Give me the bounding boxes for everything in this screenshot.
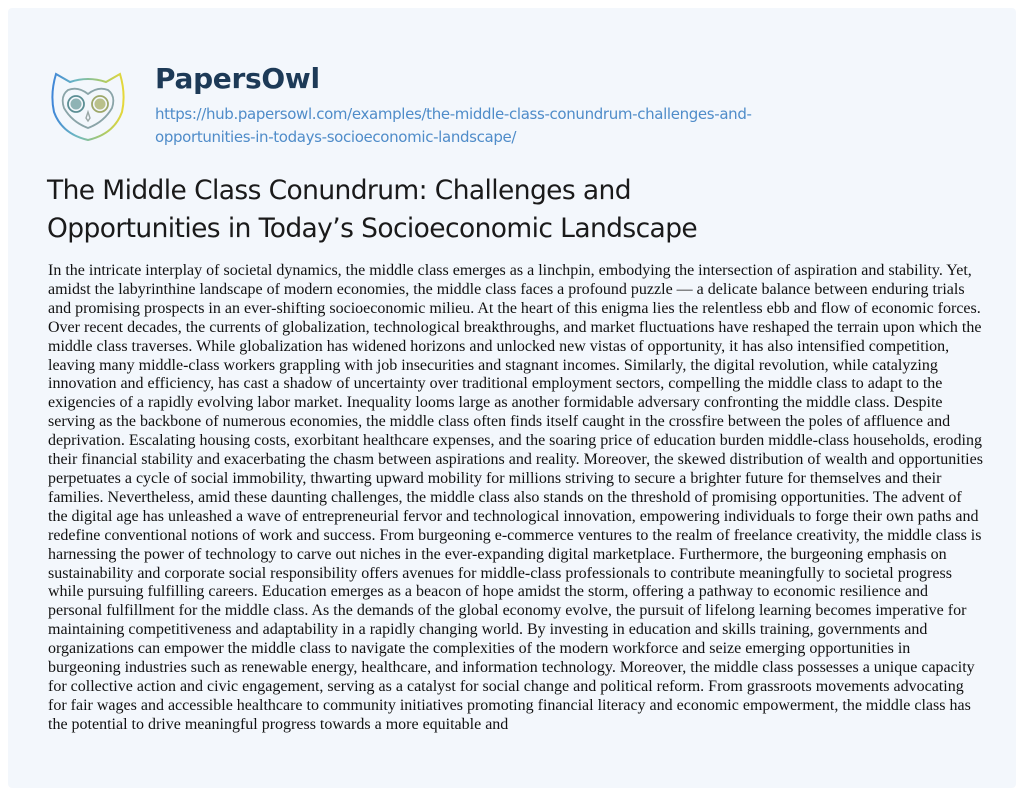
owl-logo-icon — [48, 64, 128, 144]
source-url-line-1[interactable]: https://hub.papersowl.com/examples/the-middle-class-conundrum-challenges-and- — [155, 105, 752, 123]
source-url[interactable] — [155, 103, 855, 149]
source-url-line-2[interactable]: opportunities-in-todays-socioeconomic-landscape/ — [155, 128, 517, 146]
brand-name: PapersOwl — [155, 62, 320, 95]
brand-block — [155, 62, 855, 149]
article-title: The Middle Class Conundrum: Challenges and Opportunities in Today’s Socioeconomic Landscape — [47, 175, 698, 244]
header — [48, 62, 855, 149]
article-body: In the intricate interplay of societal dynamics, the middle class emerges as a linchpin, embodying the intersection of aspiration and stability. Yet, amidst the labyrinthine landscape of modern economies, the middle class faces a profound puzzle — a delicate balance between enduring trials and promising prospects in an ever-shifting socioeconomic milieu. At the heart of this enigma lies the relentless ebb and flow of economic forces. Over recent decades, the currents of globalization, technological breakthroughs, and market fluctuations have reshaped the terrain upon which the middle class traverses. While globalization has widened horizons and unlocked new vistas of opportunity, it has also intensified competition, leaving many middle-class workers grappling with job insecurities and stagnant incomes. Similarly, the digital revolution, while catalyzing innovation and efficiency, has cast a shadow of uncertainty over traditional employment sectors, compelling the middle class to adapt to the exigencies of a rapidly evolving labor market. Inequality looms large as another formidable adversary confronting the middle class. Despite serving as the backbone of numerous economies, the middle class often finds itself caught in the crossfire between the poles of affluence and deprivation. Escalating housing costs, exorbitant healthcare expenses, and the soaring price of education burden middle-class households, eroding their financial stability and exacerbating the chasm between aspirations and reality. Moreover, the skewed distribution of wealth and opportunities perpetuates a cycle of social immobility, thwarting upward mobility for millions striving to secure a brighter future for themselves and their families. Nevertheless, amid these daunting challenges, the middle class also stands on the threshold of promising opportunities. The advent of the digital age has unleashed a wave of entrepreneurial fervor and technological innovation, empowering individuals to forge their own paths and redefine conventional notions of work and success. From burgeoning e-commerce ventures to the realm of freelance creativity, the middle class is harnessing the power of technology to carve out niches in the ever-expanding digital marketplace. Furthermore, the burgeoning emphasis on sustainability and corporate social responsibility offers avenues for middle-class professionals to contribute meaningfully to societal progress while pursuing fulfilling careers. Education emerges as a beacon of hope amidst the storm, offering a pathway to economic resilience and personal fulfillment for the middle class. As the demands of the global economy evolve, the pursuit of lifelong learning becomes imperative for maintaining competitiveness and adaptability in a rapidly changing world. By investing in education and skills training, governments and organizations can empower the middle class to navigate the complexities of the modern workforce and seize emerging opportunities in burgeoning industries such as renewable energy, healthcare, and information technology. Moreover, the middle class possesses a unique capacity for collective action and civic engagement, serving as a catalyst for social change and political reform. From grassroots movements advocating for fair wages and accessible healthcare to community initiatives promoting financial literacy and economic empowerment, the middle class has the potential to drive meaningful progress towards a more equitable and — [48, 262, 983, 733]
